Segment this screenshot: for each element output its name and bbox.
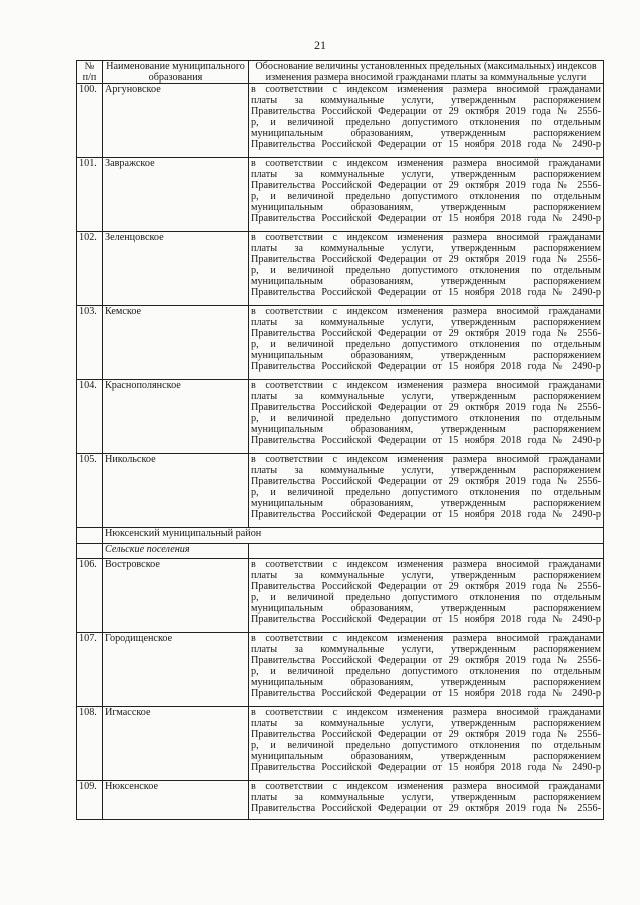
district-name: Нюксенский муниципальный район xyxy=(103,528,604,544)
basis-text xyxy=(249,707,604,781)
municipality-name: Востровское xyxy=(103,559,249,633)
basis-line: в соответствии с индексом изменения размера вносимой гражданами xyxy=(251,232,601,243)
basis-line: р, и величиной предельно допустимого отклонения по отдельным xyxy=(251,339,601,350)
basis-text xyxy=(249,380,604,454)
basis-line: платы за коммунальные услуги, утвержденным распоряжением xyxy=(251,792,601,803)
table-row xyxy=(77,380,604,454)
basis-line: платы за коммунальные услуги, утвержденным распоряжением xyxy=(251,95,601,106)
basis-line: Правительства Российской Федерации от 15 ноября 2018 года № 2490-р xyxy=(251,139,601,150)
basis-line: Правительства Российской Федерации от 29 октября 2019 года № 2556- xyxy=(251,328,601,339)
basis-line: Правительства Российской Федерации от 15 ноября 2018 года № 2490-р xyxy=(251,509,601,520)
table-row xyxy=(77,781,604,820)
basis-line: муниципальным образованиям, утвержденным распоряжением xyxy=(251,202,601,213)
basis-line: р, и величиной предельно допустимого отклонения по отдельным xyxy=(251,740,601,751)
municipality-name: Завражское xyxy=(103,158,249,232)
basis-line: платы за коммунальные услуги, утвержденным распоряжением xyxy=(251,243,601,254)
row-number: 106. xyxy=(77,559,103,633)
basis-line: Правительства Российской Федерации от 29 октября 2019 года № 2556- xyxy=(251,476,601,487)
basis-line: Правительства Российской Федерации от 15 ноября 2018 года № 2490-р xyxy=(251,614,601,625)
page-number: 21 xyxy=(314,38,326,52)
basis-line: в соответствии с индексом изменения размера вносимой гражданами xyxy=(251,707,601,718)
basis-line: платы за коммунальные услуги, утвержденным распоряжением xyxy=(251,718,601,729)
basis-line: в соответствии с индексом изменения размера вносимой гражданами xyxy=(251,454,601,465)
basis-text xyxy=(249,84,604,158)
basis-line: Правительства Российской Федерации от 15 ноября 2018 года № 2490-р xyxy=(251,688,601,699)
row-number: 104. xyxy=(77,380,103,454)
basis-line: р, и величиной предельно допустимого отклонения по отдельным xyxy=(251,265,601,276)
table-row xyxy=(77,454,604,528)
district-row xyxy=(77,528,604,544)
basis-line: р, и величиной предельно допустимого отклонения по отдельным xyxy=(251,487,601,498)
basis-line: р, и величиной предельно допустимого отклонения по отдельным xyxy=(251,413,601,424)
basis-line: р, и величиной предельно допустимого отклонения по отдельным xyxy=(251,592,601,603)
basis-line: муниципальным образованиям, утвержденным распоряжением xyxy=(251,677,601,688)
basis-line: в соответствии с индексом изменения размера вносимой гражданами xyxy=(251,84,601,95)
municipality-name: Городищенское xyxy=(103,633,249,707)
row-number: 103. xyxy=(77,306,103,380)
basis-line: платы за коммунальные услуги, утвержденным распоряжением xyxy=(251,317,601,328)
basis-line: муниципальным образованиям, утвержденным распоряжением xyxy=(251,751,601,762)
table-row xyxy=(77,707,604,781)
subsection-num-cell xyxy=(77,544,103,559)
utility-index-table xyxy=(76,60,604,820)
basis-line: р, и величиной предельно допустимого отклонения по отдельным xyxy=(251,117,601,128)
basis-line: Правительства Российской Федерации от 29 октября 2019 года № 2556- xyxy=(251,254,601,265)
basis-line: Правительства Российской Федерации от 15 ноября 2018 года № 2490-р xyxy=(251,435,601,446)
table-header-row xyxy=(77,61,604,84)
basis-line: Правительства Российской Федерации от 29 октября 2019 года № 2556- xyxy=(251,729,601,740)
basis-line: муниципальным образованиям, утвержденным распоряжением xyxy=(251,424,601,435)
municipality-name: Зеленцовское xyxy=(103,232,249,306)
row-number: 101. xyxy=(77,158,103,232)
row-number: 107. xyxy=(77,633,103,707)
basis-line: р, и величиной предельно допустимого отклонения по отдельным xyxy=(251,191,601,202)
basis-line: платы за коммунальные услуги, утвержденным распоряжением xyxy=(251,465,601,476)
municipality-name: Нюксенское xyxy=(103,781,249,820)
basis-line: Правительства Российской Федерации от 29 октября 2019 года № 2556- xyxy=(251,180,601,191)
row-number: 108. xyxy=(77,707,103,781)
district-num-cell xyxy=(77,528,103,544)
basis-line: Правительства Российской Федерации от 29 октября 2019 года № 2556- xyxy=(251,106,601,117)
basis-line: в соответствии с индексом изменения размера вносимой гражданами xyxy=(251,380,601,391)
basis-line: платы за коммунальные услуги, утвержденным распоряжением xyxy=(251,169,601,180)
municipality-name: Игмасское xyxy=(103,707,249,781)
basis-line: Правительства Российской Федерации от 29 октября 2019 года № 2556- xyxy=(251,581,601,592)
basis-text xyxy=(249,633,604,707)
header-basis: Обоснование величины установленных предельных (максимальных) индексов изменения размера вносимой гражданами платы за коммунальные услуги xyxy=(249,61,604,84)
basis-line: Правительства Российской Федерации от 29 октября 2019 года № 2556- xyxy=(251,402,601,413)
basis-line: Правительства Российской Федерации от 15 ноября 2018 года № 2490-р xyxy=(251,361,601,372)
table-row xyxy=(77,84,604,158)
basis-line: в соответствии с индексом изменения размера вносимой гражданами xyxy=(251,306,601,317)
basis-line: муниципальным образованиям, утвержденным распоряжением xyxy=(251,128,601,139)
basis-line: муниципальным образованиям, утвержденным распоряжением xyxy=(251,276,601,287)
row-number: 105. xyxy=(77,454,103,528)
row-number: 109. xyxy=(77,781,103,820)
table-row xyxy=(77,232,604,306)
basis-line: Правительства Российской Федерации от 15 ноября 2018 года № 2490-р xyxy=(251,762,601,773)
row-number: 100. xyxy=(77,84,103,158)
subsection-row xyxy=(77,544,604,559)
basis-line: платы за коммунальные услуги, утвержденным распоряжением xyxy=(251,570,601,581)
basis-line: муниципальным образованиям, утвержденным распоряжением xyxy=(251,603,601,614)
basis-text xyxy=(249,559,604,633)
basis-line: в соответствии с индексом изменения размера вносимой гражданами xyxy=(251,559,601,570)
basis-line: Правительства Российской Федерации от 15 ноября 2018 года № 2490-р xyxy=(251,287,601,298)
basis-line: муниципальным образованиям, утвержденным распоряжением xyxy=(251,498,601,509)
basis-line: Правительства Российской Федерации от 29 октября 2019 года № 2556- xyxy=(251,655,601,666)
subsection-label: Сельские поселения xyxy=(103,544,249,559)
municipality-name: Никольское xyxy=(103,454,249,528)
basis-text xyxy=(249,306,604,380)
basis-line: муниципальным образованиям, утвержденным распоряжением xyxy=(251,350,601,361)
municipality-name: Краснополянское xyxy=(103,380,249,454)
subsection-basis-cell xyxy=(249,544,604,559)
header-num: № п/п xyxy=(77,61,103,84)
basis-text xyxy=(249,158,604,232)
basis-line: платы за коммунальные услуги, утвержденным распоряжением xyxy=(251,644,601,655)
basis-text xyxy=(249,454,604,528)
basis-line: в соответствии с индексом изменения размера вносимой гражданами xyxy=(251,633,601,644)
table-row xyxy=(77,158,604,232)
basis-line: платы за коммунальные услуги, утвержденным распоряжением xyxy=(251,391,601,402)
basis-line: в соответствии с индексом изменения размера вносимой гражданами xyxy=(251,781,601,792)
basis-line: Правительства Российской Федерации от 15 ноября 2018 года № 2490-р xyxy=(251,213,601,224)
basis-line: в соответствии с индексом изменения размера вносимой гражданами xyxy=(251,158,601,169)
row-number: 102. xyxy=(77,232,103,306)
basis-text xyxy=(249,781,604,820)
table-row xyxy=(77,306,604,380)
municipality-name: Аргуновское xyxy=(103,84,249,158)
table-row xyxy=(77,633,604,707)
municipality-name: Кемское xyxy=(103,306,249,380)
table-row xyxy=(77,559,604,633)
basis-line: р, и величиной предельно допустимого отклонения по отдельным xyxy=(251,666,601,677)
basis-text xyxy=(249,232,604,306)
header-name: Наименование муниципального образования xyxy=(103,61,249,84)
basis-line: Правительства Российской Федерации от 29 октября 2019 года № 2556- xyxy=(251,803,601,814)
